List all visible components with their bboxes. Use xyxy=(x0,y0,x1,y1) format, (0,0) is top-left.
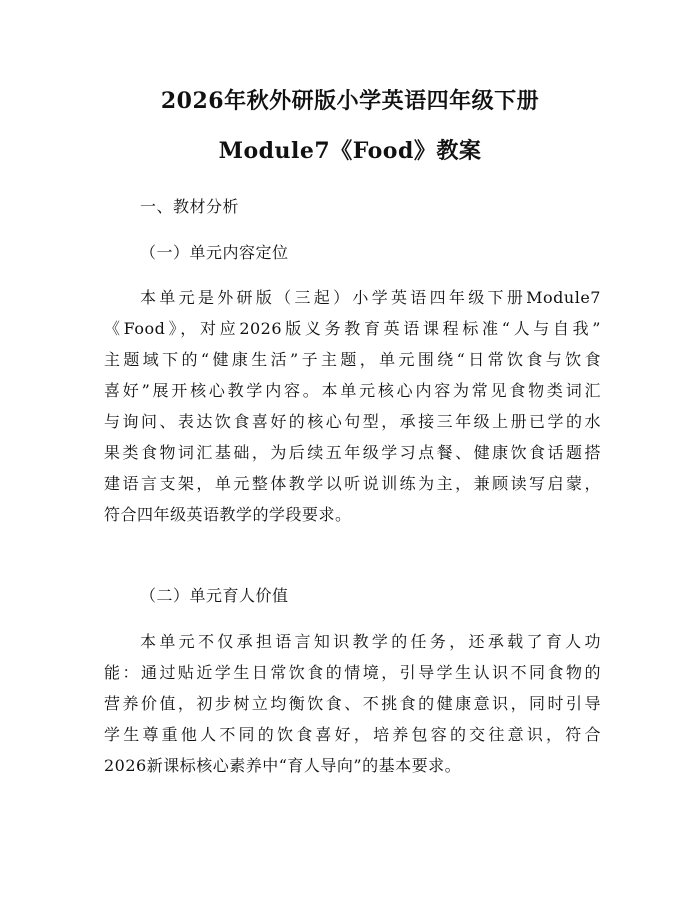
paragraph-line: 建语言支架，单元整体教学以听说训练为主，兼顾读写启蒙， xyxy=(104,474,601,493)
paragraph-line: 学生尊重他人不同的饮食喜好，培养包容的交往意识，符合 xyxy=(104,725,601,744)
document-title-line2: Module7《Food》教案 xyxy=(218,138,482,164)
paragraph-line: 喜好”展开核心教学内容。本单元核心内容为常见食物类词汇 xyxy=(104,381,601,400)
paragraph-line: 主题域下的“健康生活”子主题，单元围绕“日常饮食与饮食 xyxy=(104,350,601,369)
subsection-heading-unit-positioning: （一）单元内容定位 xyxy=(140,243,289,262)
paragraph-line: 符合四年级英语教学的学段要求。 xyxy=(104,505,352,524)
document-title-line1: 2026年秋外研版小学英语四年级下册 xyxy=(160,88,540,114)
paragraph-educational-value xyxy=(104,626,601,781)
paragraph-line: 与询问、表达饮食喜好的核心句型，承接三年级上册已学的水 xyxy=(104,412,601,431)
paragraph-line: 2026新课标核心素养中“育人导向”的基本要求。 xyxy=(104,756,462,775)
paragraph-line: 营养价值，初步树立均衡饮食、不挑食的健康意识，同时引导 xyxy=(104,694,601,713)
paragraph-line: 本单元是外研版（三起）小学英语四年级下册Module7 xyxy=(140,288,601,307)
section-heading-teaching-material-analysis: 一、教材分析 xyxy=(140,197,240,216)
paragraph-unit-positioning xyxy=(104,282,601,530)
subsection-heading-educational-value: （二）单元育人价值 xyxy=(140,586,289,605)
paragraph-line: 《Food》，对应2026版义务教育英语课程标准“人与自我” xyxy=(104,319,601,338)
paragraph-line: 能：通过贴近学生日常饮食的情境，引导学生认识不同食物的 xyxy=(104,663,601,682)
paragraph-line: 果类食物词汇基础，为后续五年级学习点餐、健康饮食话题搭 xyxy=(104,443,601,462)
paragraph-line: 本单元不仅承担语言知识教学的任务，还承载了育人功 xyxy=(140,632,601,651)
